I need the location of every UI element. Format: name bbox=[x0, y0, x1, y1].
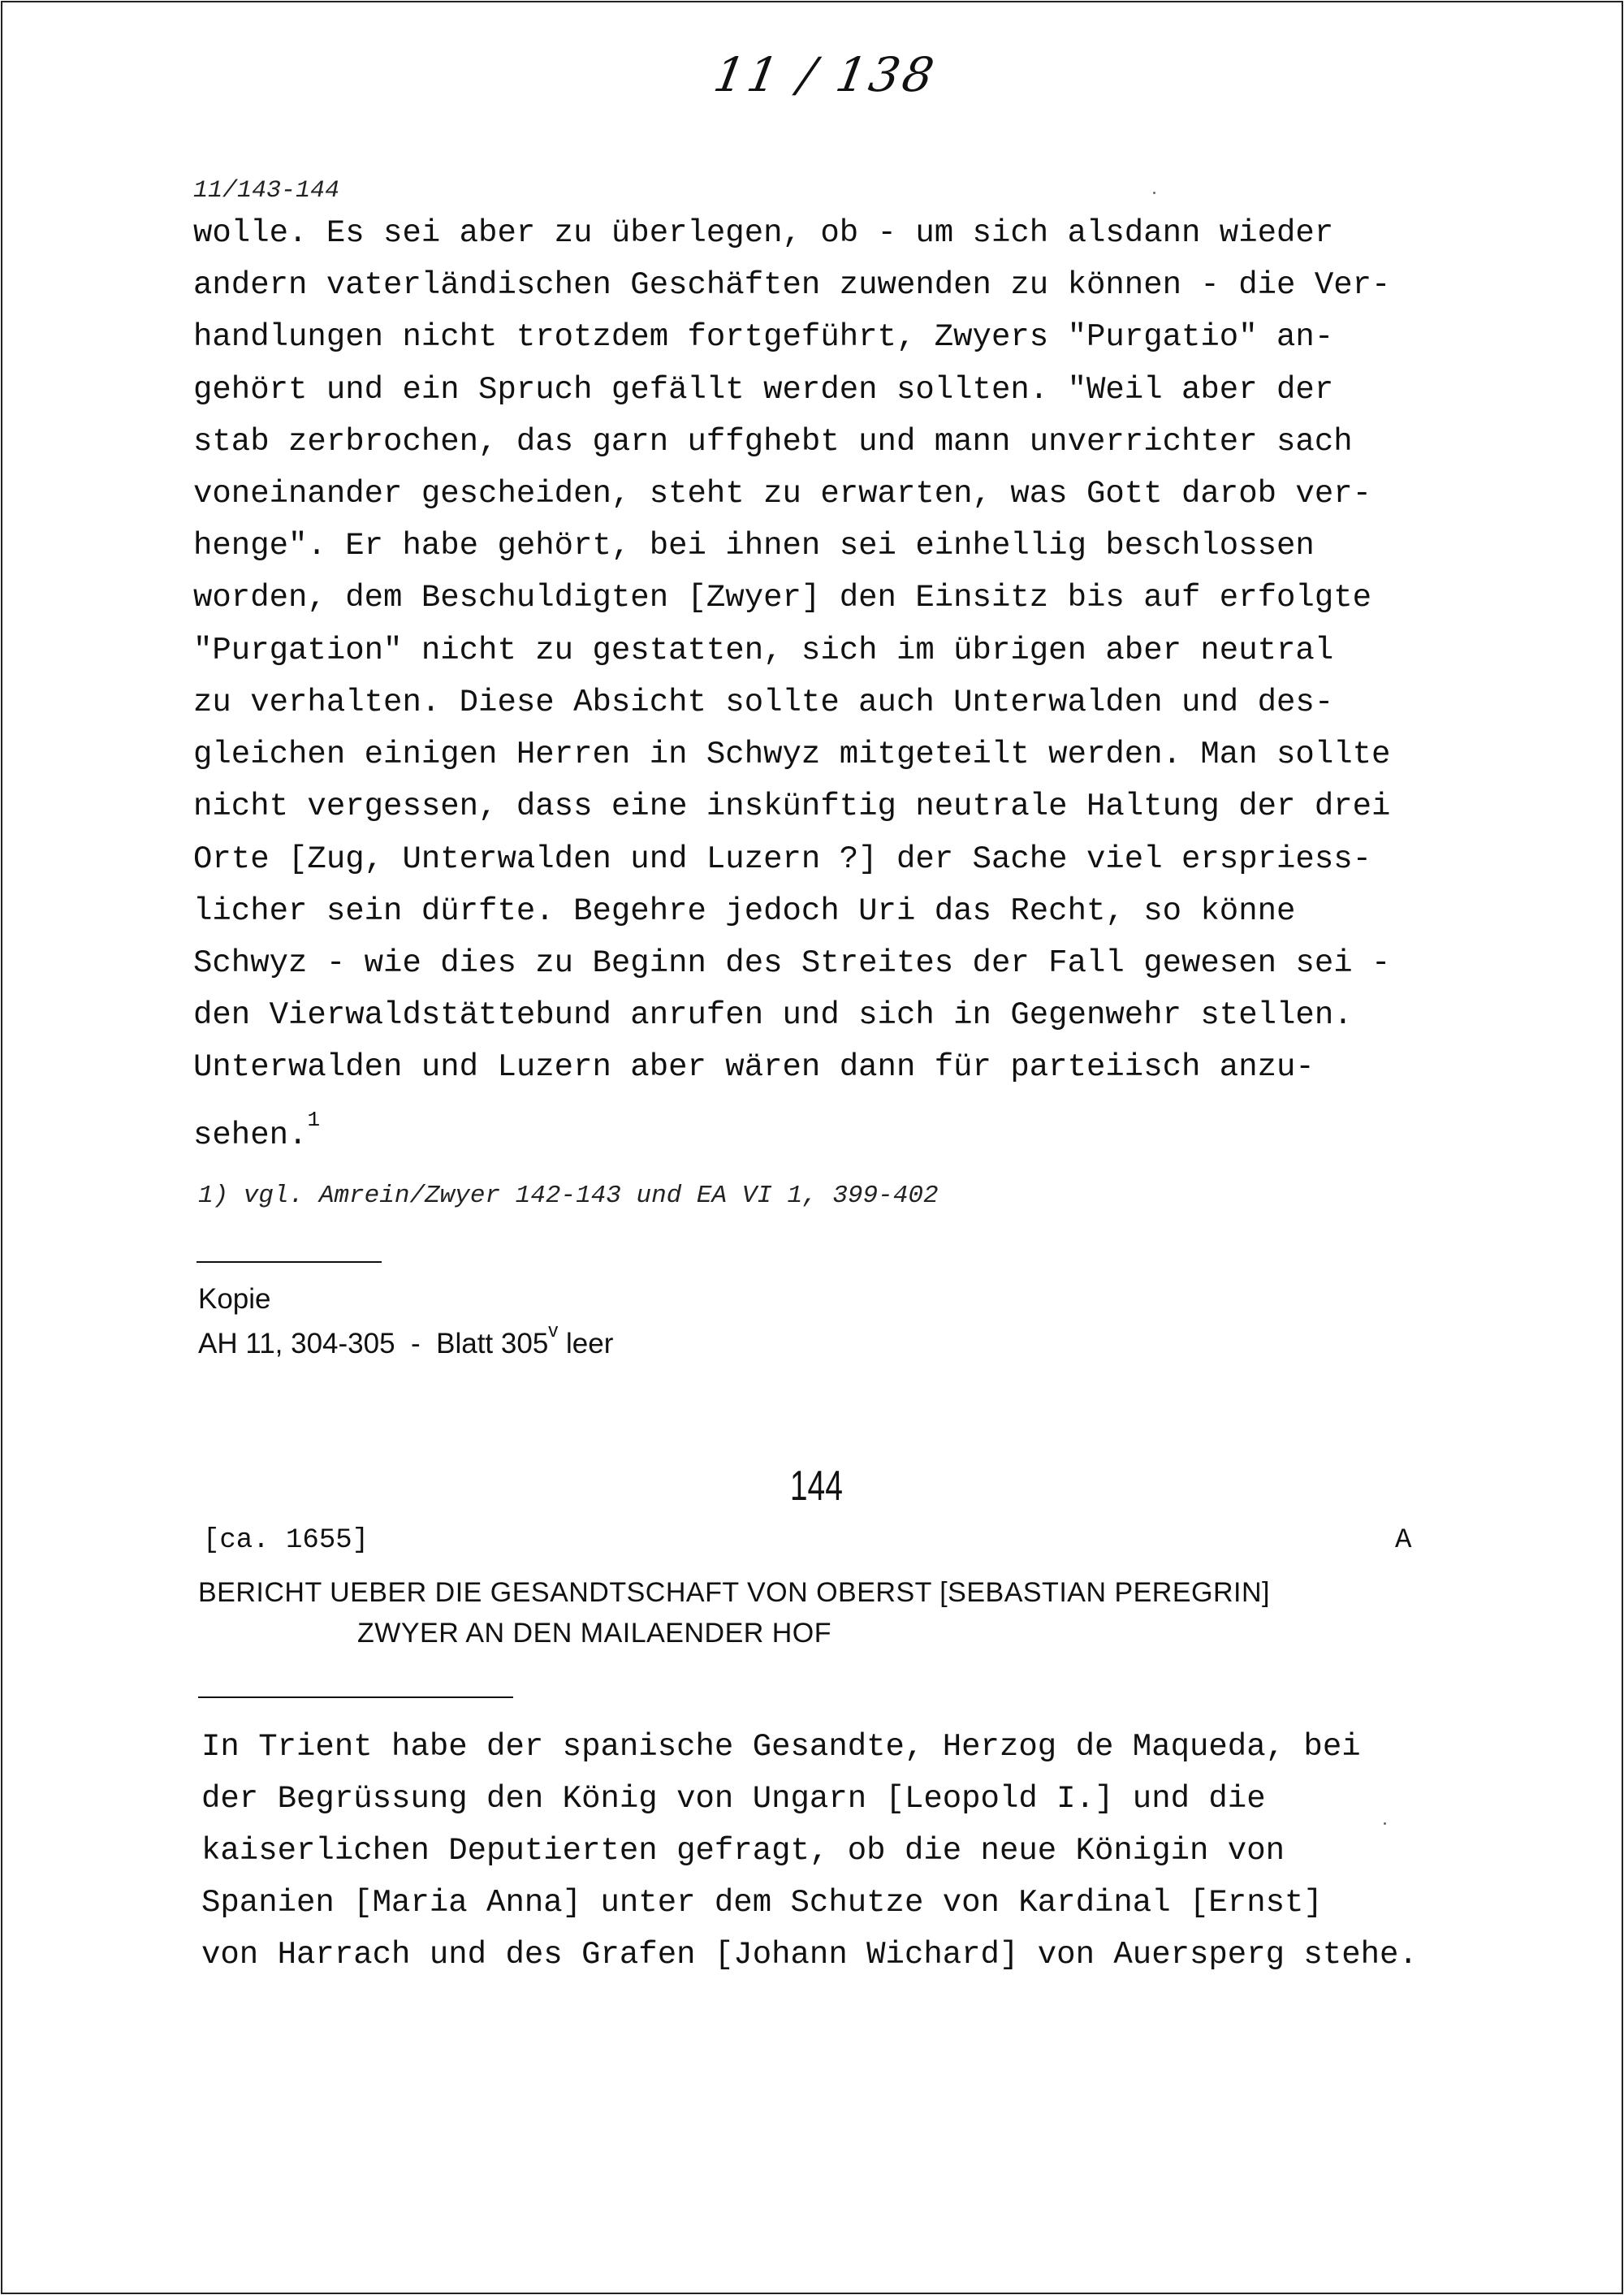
body-line: Unterwalden und Luzern aber wären dann für parteiisch anzu- bbox=[193, 1049, 1315, 1085]
body-line: licher sein dürfte. Begehre jedoch Uri das Recht, so könne bbox=[193, 893, 1296, 929]
body-line: In Trient habe der spanische Gesandte, Herzog de Maqueda, bei bbox=[201, 1729, 1361, 1765]
body-line: henge". Er habe gehört, bei ihnen sei einhellig beschlossen bbox=[193, 528, 1315, 564]
source-line-2 bbox=[198, 1320, 613, 1360]
body-line: wolle. Es sei aber zu überlegen, ob - um sich alsdann wieder bbox=[193, 215, 1334, 251]
body-line: Orte [Zug, Unterwalden und Luzern ?] der Sache viel erspriess- bbox=[193, 841, 1372, 877]
document-letter: A bbox=[1395, 1525, 1412, 1556]
body-line: stab zerbrochen, das garn uffghebt und mann unverrichter sach bbox=[193, 424, 1353, 460]
body-line: nicht vergessen, dass eine inskünftig neutrale Haltung der drei bbox=[193, 789, 1391, 824]
source-line-1: Kopie bbox=[198, 1283, 271, 1315]
source-suffix: leer bbox=[558, 1328, 614, 1359]
body-line: kaiserlichen Deputierten gefragt, ob die neue Königin von bbox=[201, 1833, 1285, 1869]
document-heading-line-2: ZWYER AN DEN MAILAENDER HOF bbox=[357, 1618, 832, 1649]
document-number: 144 bbox=[789, 1463, 843, 1510]
scan-speck bbox=[1153, 192, 1155, 194]
body-line: voneinander gescheiden, steht zu erwarten, was Gott darob ver- bbox=[193, 476, 1372, 512]
body-line: der Begrüssung den König von Ungarn [Leopold I.] und die bbox=[201, 1781, 1266, 1817]
document-reference: 11/143-144 bbox=[193, 177, 340, 205]
body-last-line-text: sehen. bbox=[193, 1117, 308, 1153]
body-line: Schwyz - wie dies zu Beginn des Streites der Fall gewesen sei - bbox=[193, 945, 1391, 981]
body-line: von Harrach und des Grafen [Johann Wichard] von Auersperg stehe. bbox=[201, 1937, 1418, 1973]
body-line: zu verhalten. Diese Absicht sollte auch Unterwalden und des- bbox=[193, 685, 1334, 720]
heading-separator-rule bbox=[198, 1696, 513, 1698]
footnote-marker: 1 bbox=[307, 1108, 321, 1132]
handwritten-page-reference: 11 / 138 bbox=[710, 47, 941, 102]
body-line: gehört und ein Spruch gefällt werden sollten. "Weil aber der bbox=[193, 372, 1334, 408]
body-line: handlungen nicht trotzdem fortgeführt, Zwyers "Purgatio" an- bbox=[193, 319, 1334, 355]
body-line: worden, dem Beschuldigten [Zwyer] den Einsitz bis auf erfolgte bbox=[193, 580, 1372, 616]
body-line: gleichen einigen Herren in Schwyz mitgeteilt werden. Man sollte bbox=[193, 737, 1391, 772]
body-line: den Vierwaldstättebund anrufen und sich in Gegenwehr stellen. bbox=[193, 997, 1353, 1033]
verso-superscript: v bbox=[548, 1320, 559, 1342]
body-line bbox=[193, 1100, 320, 1156]
body-line: "Purgation" nicht zu gestatten, sich im übrigen aber neutral bbox=[193, 633, 1334, 668]
footnote: 1) vgl. Amrein/Zwyer 142-143 und EA VI 1, 399-402 bbox=[198, 1182, 939, 1210]
document-date: [ca. 1655] bbox=[203, 1525, 369, 1556]
scan-speck bbox=[1384, 1822, 1386, 1825]
document-heading-line-1: BERICHT UEBER DIE GESANDTSCHAFT VON OBERST [SEBASTIAN PEREGRIN] bbox=[198, 1577, 1270, 1608]
body-line: andern vaterländischen Geschäften zuwenden zu können - die Ver- bbox=[193, 267, 1391, 303]
source-reference: AH 11, 304-305 - Blatt 305 bbox=[198, 1328, 549, 1359]
body-line: Spanien [Maria Anna] unter dem Schutze von Kardinal [Ernst] bbox=[201, 1885, 1323, 1921]
separator-rule bbox=[197, 1261, 382, 1263]
